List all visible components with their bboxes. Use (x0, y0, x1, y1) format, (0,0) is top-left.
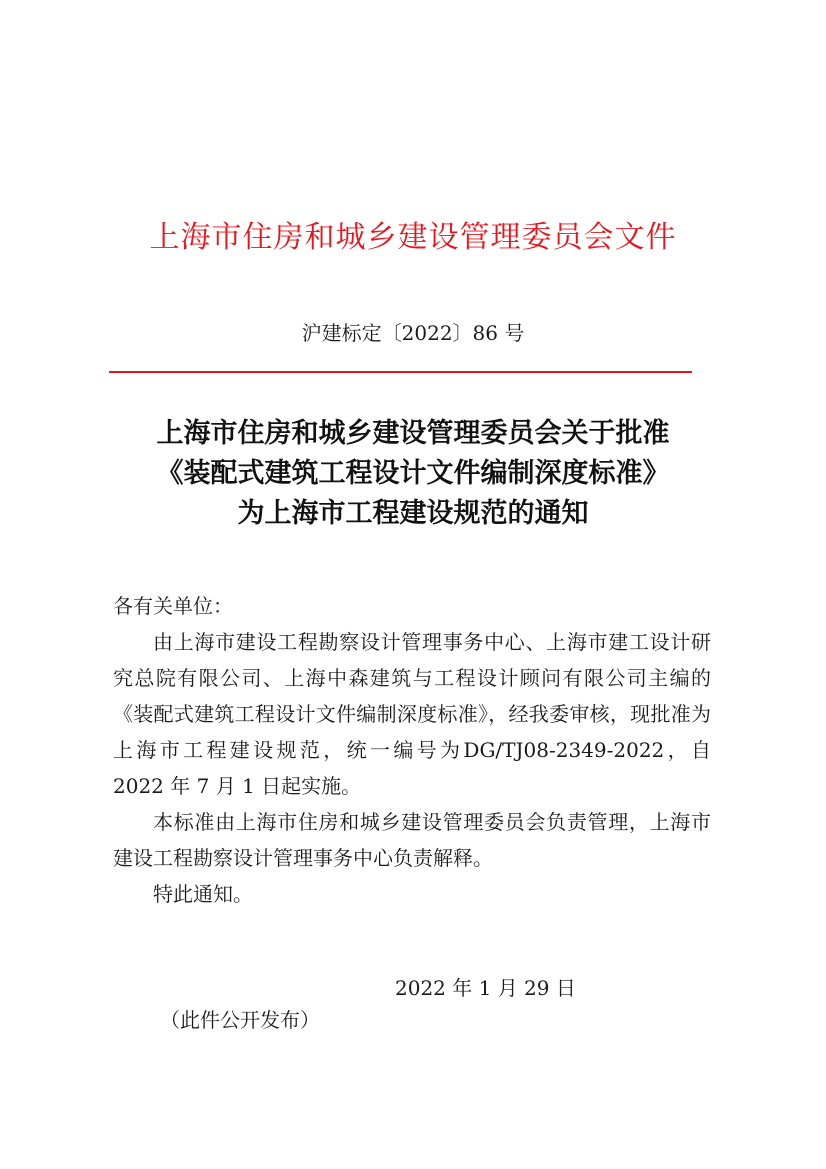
notice-title-line-3: 为上海市工程建设规范的通知 (237, 498, 589, 529)
notice-body (113, 588, 711, 912)
body-paragraph-closing: 特此通知。 (153, 882, 253, 906)
notice-title (90, 414, 736, 534)
body-paragraph-responsibility: 本标准由上海市住房和城乡建设管理委员会负责管理，上海市建设工程勘察设计管理事务中心负责解释。 (113, 810, 711, 870)
red-divider-line (109, 371, 692, 373)
notice-title-line-2: 《装配式建筑工程设计文件编制深度标准》 (156, 458, 670, 489)
document-number: 沪建标定〔2022〕86 号 (301, 321, 525, 345)
salutation: 各有关单位： (113, 594, 233, 618)
publication-note: （此件公开发布） (160, 1008, 320, 1032)
body-paragraph-approval: 由上海市建设工程勘察设计管理事务中心、上海市建工设计研究总院有限公司、上海中森建筑与工程设计顾问有限公司主编的《装配式建筑工程设计文件编制深度标准》，经我委审核，现批准为上海市工程建设规范，统一编号为DG/TJ08-2349-2022，自 2022 年 7 月 1 日起实施。 (113, 630, 711, 798)
issue-date: 2022 年 1 月 29 日 (395, 976, 576, 1000)
notice-title-line-1: 上海市住房和城乡建设管理委员会关于批准 (156, 418, 670, 449)
issuer-title: 上海市住房和城乡建设管理委员会文件 (149, 220, 677, 255)
